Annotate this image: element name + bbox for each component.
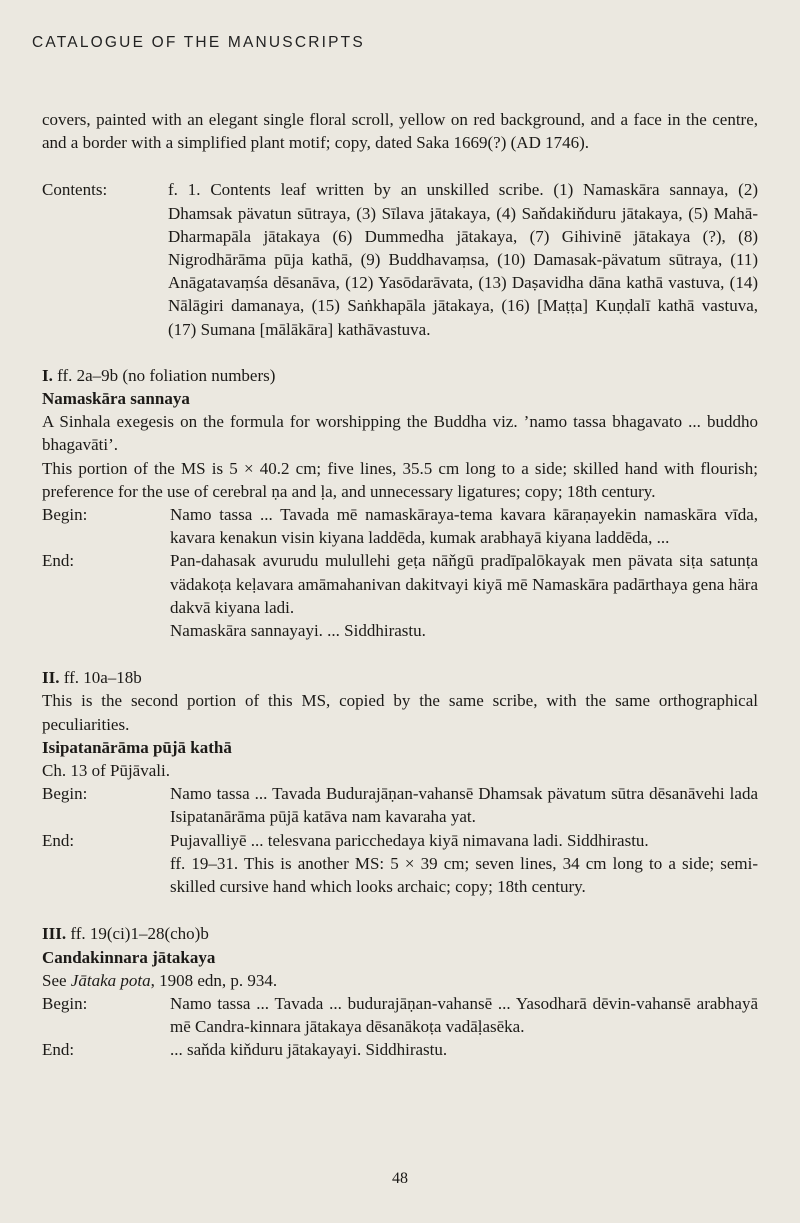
section-2-paragraph: This is the second portion of this MS, copied by the same scribe, with the same orthographical peculiarities.	[42, 691, 758, 734]
section-2	[42, 666, 758, 898]
section-2-begin	[42, 782, 758, 828]
section-1-heading: ff. 2a–9b (no foliation numbers)	[57, 365, 276, 385]
end-text: Pujavalliyē ... telesvana paricchedaya kiyā nimavana ladi. Siddhirastu.	[170, 830, 649, 850]
running-head: CATALOGUE OF THE MANUSCRIPTS	[32, 34, 365, 51]
contents-label: Contents:	[42, 180, 108, 200]
section-3-begin	[42, 992, 758, 1038]
end-label: End:	[42, 551, 75, 571]
section-1	[42, 364, 758, 642]
reference-work-title: Jātaka pota	[70, 970, 151, 990]
end-text: Pan-dahasak avurudu mulullehi geṭa nāňgū pradīpalōkayak men pävata siṭa satunṭa vädakoṭa keḷavara amāmahanivan dakitvayi kiyā mē Namaskāra padārthaya gena hära dakvā kiyana ladi.	[170, 551, 758, 617]
section-3-end	[42, 1038, 758, 1061]
section-1-end	[42, 549, 758, 642]
reference-suffix: , 1908 edn, p. 934.	[150, 970, 278, 990]
begin-label: Begin:	[42, 505, 88, 525]
section-3-heading: ff. 19(ci)1–28(cho)b	[70, 924, 209, 944]
section-1-title: Namaskāra sannaya	[42, 389, 190, 409]
section-2-numeral: II.	[42, 668, 60, 688]
intro-paragraph: covers, painted with an elegant single floral scroll, yellow on red background, and a face in the centre, and a border with a simplified plant motif; copy, dated Saka 1669(?) (AD 1746).	[42, 110, 758, 153]
end-label: End:	[42, 830, 75, 850]
section-1-paragraph: This portion of the MS is 5 × 40.2 cm; five lines, 35.5 cm long to a side; skilled hand with flourish; preference for the use of cerebral ṇa and ḷa, and unnecessary ligatures; copy; 18th century.	[42, 458, 758, 501]
begin-label: Begin:	[42, 993, 88, 1013]
section-3	[42, 922, 758, 1061]
page-number: 48	[392, 1170, 408, 1187]
section-3-title: Candakinnara jātakaya	[42, 947, 216, 967]
section-2-reference: Ch. 13 of Pūjāvali.	[42, 761, 170, 781]
section-1-paragraph: A Sinhala exegesis on the formula for worshipping the Buddha viz. ’namo tassa bhagavato ... buddho bhagavāti’.	[42, 412, 758, 455]
section-1-numeral: I.	[42, 365, 53, 385]
section-2-end	[42, 829, 758, 899]
end-label: End:	[42, 1040, 75, 1060]
section-3-reference	[42, 969, 758, 992]
begin-text: Namo tassa ... Tavada ... budurajāṇan-vahansē ... Yasodharā dēvin-vahansē arabhayā mē Candra-kinnara jātakaya dēsanākoṭa vadāḷasēka.	[170, 993, 758, 1037]
end-text: ... saňda kiňduru jātakayayi. Siddhirastu.	[170, 1040, 448, 1060]
section-1-begin	[42, 503, 758, 549]
end-text: ff. 19–31. This is another MS: 5 × 39 cm; seven lines, 34 cm long to a side; semi-skilled cursive hand which looks archaic; copy; 18th century.	[170, 853, 758, 897]
contents-block	[42, 178, 758, 340]
reference-prefix: See	[42, 970, 71, 990]
begin-label: Begin:	[42, 784, 88, 804]
begin-text: Namo tassa ... Tavada mē namaskāraya-tema kavara kāraṇayekin namaskāra vīda, kavara kenakun visin kiyana laddēda, kumak arabhayā kiyana laddēda, ...	[170, 505, 758, 548]
end-text: Namaskāra sannayayi. ... Siddhirastu.	[170, 621, 426, 641]
contents-text: f. 1. Contents leaf written by an unskilled scribe. (1) Namaskāra sannaya, (2) Dhamsak pävatun sūtraya, (3) Sīlava jātakaya, (4) Saňdakiňduru jātakaya, (5) Mahā-Dharmapāla jātakaya (6) Dummedha jātakaya, (7) Gihivinē jātakaya (?), (8) Nigrodhārāma pūja kathā, (9) Buddhavaṃsa, (10) Damasak-pävatum sūtraya, (11) Anāgatavaṃśa dēsanāva, (12) Yasōdarāvata, (13) Daṣavidha dāna kathā vastuva, (14) Nālāgiri damanaya, (15) Saṅkhapāla jātakaya, (16) [Maṭṭa] Kuṇḍalī kathā vastuva, (17) Sumana [mālākāra] kathāvastuva.	[168, 180, 758, 339]
section-3-numeral: III.	[42, 924, 67, 944]
begin-text: Namo tassa ... Tavada Budurajāṇan-vahansē Dhamsak pävatum sūtra dēsanāvehi lada Isipatanārāma pūjā katāva nam kavaraha yat.	[170, 784, 758, 827]
section-2-title: Isipatanārāma pūjā kathā	[42, 737, 232, 757]
page-body	[42, 108, 758, 1062]
section-2-heading: ff. 10a–18b	[63, 668, 142, 688]
